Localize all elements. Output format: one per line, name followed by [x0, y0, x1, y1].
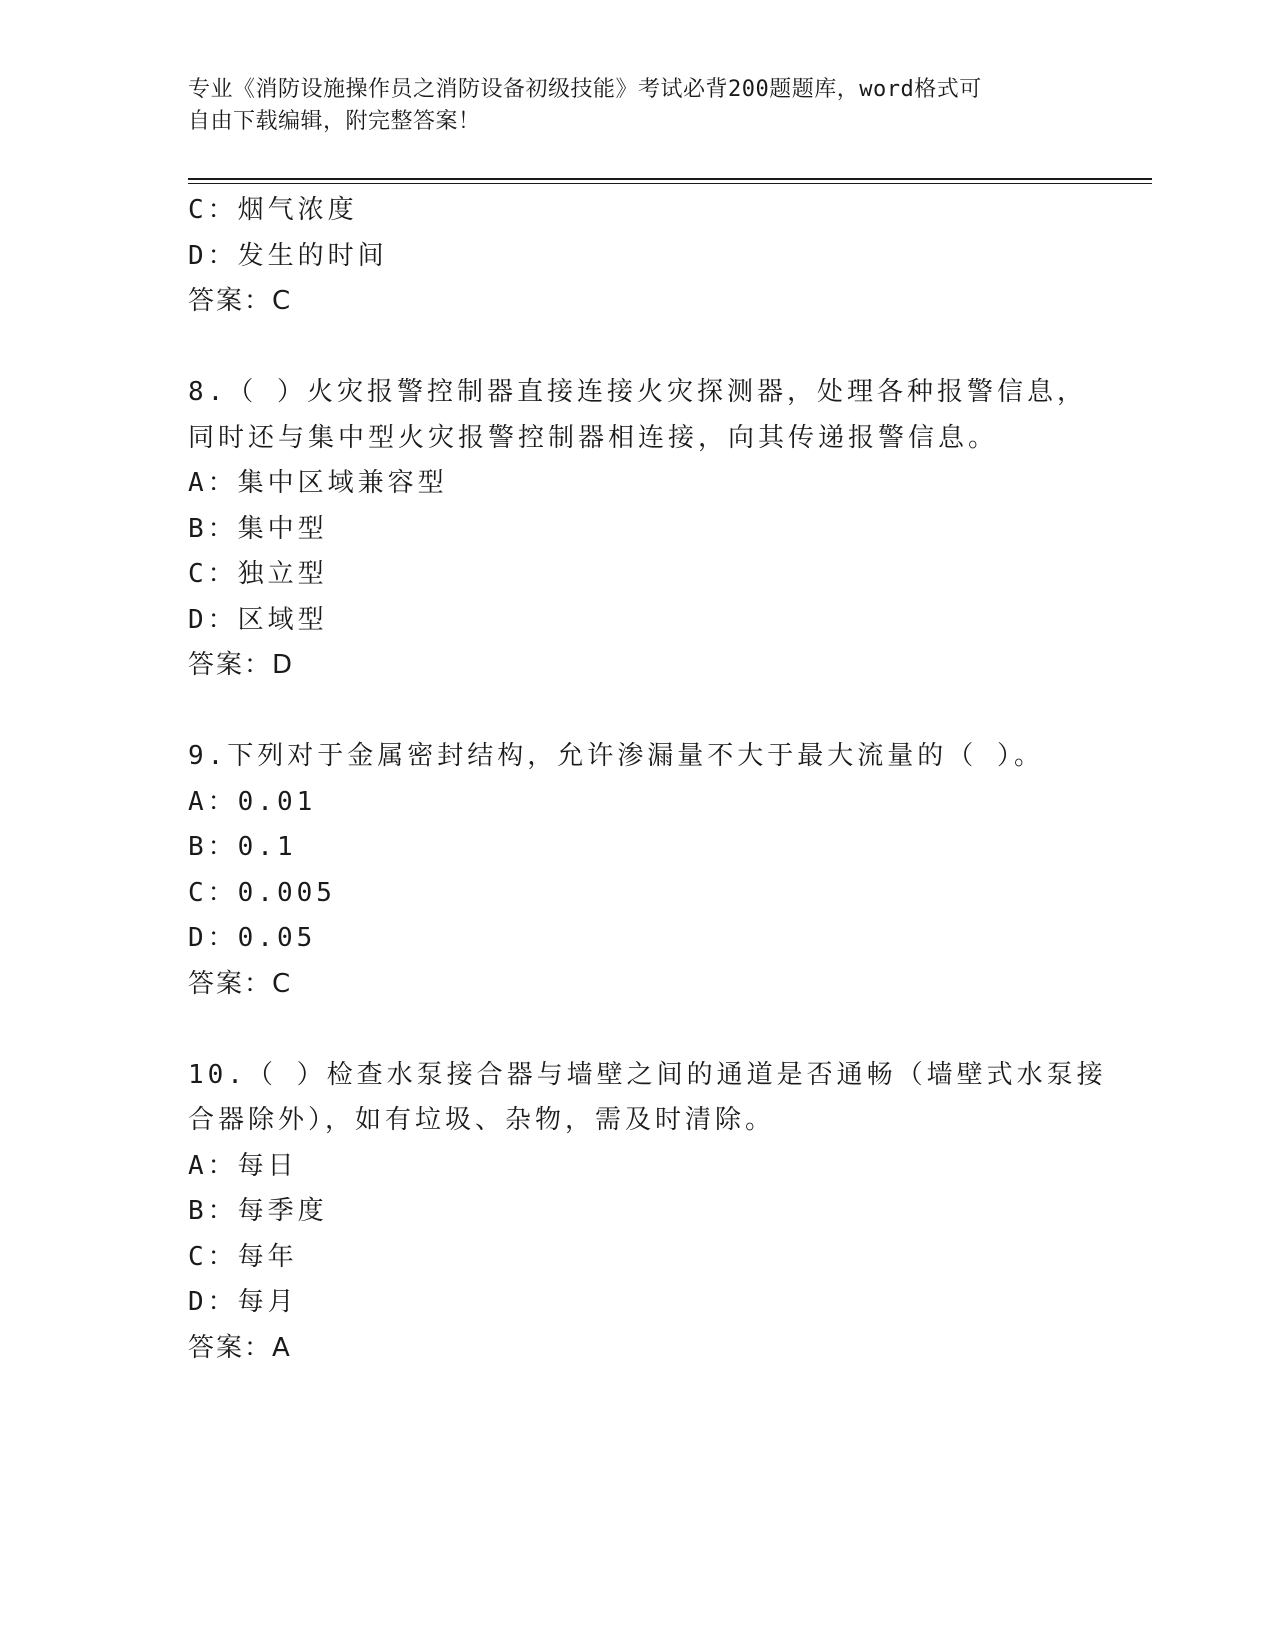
q9-answer: 答案：C: [188, 968, 293, 999]
q8-option-a: A：集中区域兼容型: [188, 468, 448, 498]
q10-stem-line-1: 10.（ ）检查水泵接合器与墙壁之间的通道是否通畅（墙壁式水泵接: [188, 1059, 1107, 1090]
q9-option-b: B：0.1: [188, 832, 297, 862]
q8-option-d: D：区域型: [188, 604, 328, 635]
q10-stem-line-2: 合器除外），如有垃圾、杂物，需及时清除。: [188, 1105, 776, 1135]
q10-option-b: B：每季度: [188, 1196, 328, 1226]
q7-option-d: D：发生的时间: [188, 240, 388, 271]
header-rule-thin: [188, 183, 1152, 184]
question-list: [188, 188, 1107, 1371]
header-line-1: 专业《消防设施操作员之消防设备初级技能》考试必背200题题库，word格式可: [188, 77, 982, 102]
q9-option-a: A：0.01: [188, 786, 317, 817]
q10-option-c: C：每年: [188, 1241, 298, 1272]
spacer: [188, 1007, 1088, 1053]
q8-stem-line-1: 8.（ ）火灾报警控制器直接连接火灾探测器，处理各种报警信息，: [188, 377, 1087, 407]
q9-option-d: D：0.05: [188, 923, 317, 953]
q8-stem-line-2: 同时还与集中型火灾报警控制器相连接，向其传递报警信息。: [188, 422, 999, 453]
q8-answer: 答案：D: [188, 650, 295, 680]
header-rule-thick: [188, 178, 1152, 180]
question-8: [188, 370, 1088, 689]
question-7: [188, 188, 1088, 325]
q10-option-a: A：每日: [188, 1150, 298, 1181]
q10-answer: 答案：A: [188, 1332, 292, 1363]
question-10: [188, 1053, 1107, 1372]
q9-stem-line-1: 9.下列对于金属密封结构，允许渗漏量不大于最大流量的（ ）。: [188, 741, 1044, 771]
q10-option-d: D：每月: [188, 1287, 298, 1317]
q7-option-c: C：烟气浓度: [188, 195, 358, 225]
header-line-2: 自由下载编辑，附完整答案！: [188, 109, 481, 134]
q7-answer: 答案：C: [188, 286, 293, 316]
question-9: [188, 734, 1088, 1007]
q8-option-b: B：集中型: [188, 513, 328, 544]
q9-option-c: C：0.005: [188, 877, 336, 908]
page-header: [188, 74, 1068, 138]
spacer: [188, 689, 1088, 735]
spacer: [188, 325, 1088, 371]
q8-option-c: C：独立型: [188, 559, 328, 589]
